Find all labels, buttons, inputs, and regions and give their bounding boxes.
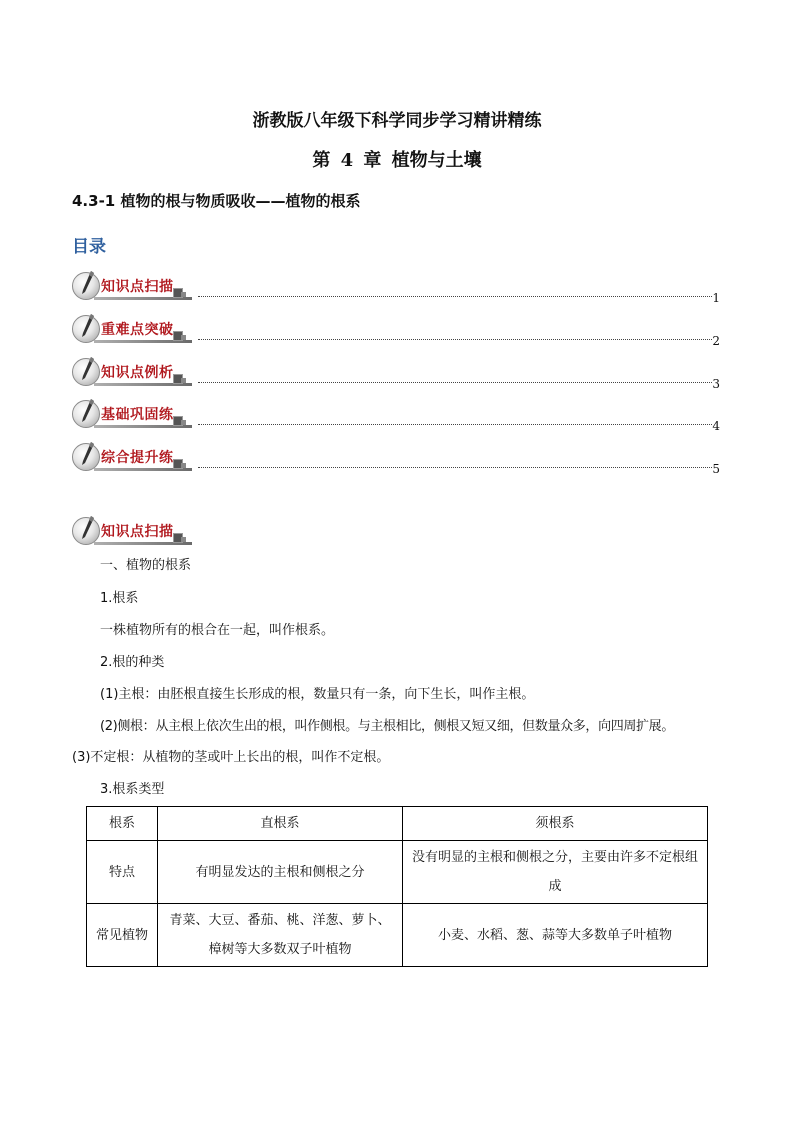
- paragraph: (1)主根：由胚根直接生长形成的根，数量只有一条，向下生长，叫作主根。: [100, 687, 535, 702]
- toc-page-number: 5: [712, 462, 720, 476]
- toc-item-label: 知识点扫描: [101, 279, 174, 295]
- section-badge: [70, 356, 200, 390]
- toc-page-number: 4: [712, 419, 720, 433]
- toc-item[interactable]: [70, 441, 720, 477]
- pen-icon: [79, 313, 95, 339]
- toc-page-number: 1: [712, 291, 720, 305]
- pen-icon: [79, 398, 95, 424]
- toc-item[interactable]: [70, 270, 720, 306]
- table-cell: 有明显发达的主根和侧根之分: [158, 841, 403, 904]
- table-row: [87, 904, 708, 967]
- table-cell: 青菜、大豆、番茄、桃、洋葱、萝卜、樟树等大多数双子叶植物: [158, 904, 403, 967]
- section-badge: [70, 515, 200, 549]
- pen-icon: [79, 356, 95, 382]
- toc-page-number: 2: [712, 334, 720, 348]
- toc-item-label: 知识点例析: [101, 365, 174, 381]
- toc-leader-dots: [198, 382, 712, 383]
- table-header-cell: 须根系: [403, 807, 708, 841]
- pen-icon: [79, 270, 95, 296]
- root-types-table: [86, 806, 708, 967]
- toc-heading: 目录: [72, 237, 106, 257]
- toc-item[interactable]: [70, 398, 720, 434]
- table-header-row: [87, 807, 708, 841]
- subheading-root-types: 2.根的种类: [100, 655, 165, 670]
- paragraph: 一株植物所有的根合在一起，叫作根系。: [100, 623, 335, 638]
- pen-icon: [79, 515, 95, 541]
- badge-square-icon: [181, 292, 186, 297]
- toc-leader-dots: [198, 339, 712, 340]
- badge-square-icon: [181, 537, 186, 542]
- table-cell: 特点: [87, 841, 158, 904]
- paragraph: (3)不定根：从植物的茎或叶上长出的根，叫作不定根。: [72, 750, 390, 765]
- subheading-root-system-types: 3.根系类型: [100, 782, 165, 797]
- section-badge: [70, 270, 200, 304]
- table-row: [87, 841, 708, 904]
- toc-item-label: 综合提升练: [101, 450, 174, 466]
- section-badge: [70, 441, 200, 475]
- badge-square-icon: [181, 463, 186, 468]
- toc-item[interactable]: [70, 313, 720, 349]
- toc-item[interactable]: [70, 356, 720, 392]
- paragraph: (2)侧根：从主根上依次生出的根，叫作侧根。与主根相比，侧根又短又细，但数量众多，向四周扩展。: [100, 719, 674, 734]
- toc-page-number: 3: [712, 377, 720, 391]
- document-title: 浙教版八年级下科学同步学习精讲精练: [252, 111, 542, 131]
- table-header-cell: 根系: [87, 807, 158, 841]
- section-badge: [70, 398, 200, 432]
- table-cell: 常见植物: [87, 904, 158, 967]
- toc-leader-dots: [198, 467, 712, 468]
- toc-leader-dots: [198, 424, 712, 425]
- table-cell: 小麦、水稻、葱、蒜等大多数单子叶植物: [403, 904, 708, 967]
- toc-item-label: 重难点突破: [101, 322, 174, 338]
- toc-leader-dots: [198, 296, 712, 297]
- badge-square-icon: [181, 335, 186, 340]
- badge-square-icon: [181, 420, 186, 425]
- subheading-root-system: 1.根系: [100, 591, 139, 606]
- table-header-cell: 直根系: [158, 807, 403, 841]
- toc-item-label: 基础巩固练: [101, 407, 174, 423]
- table-cell: 没有明显的主根和侧根之分，主要由许多不定根组成: [403, 841, 708, 904]
- pen-icon: [79, 441, 95, 467]
- section-badge-label: 知识点扫描: [101, 524, 174, 540]
- section-title: 4.3-1 植物的根与物质吸收——植物的根系: [72, 192, 361, 210]
- chapter-title: 第 4 章 植物与土壤: [312, 150, 482, 171]
- section-header: [70, 515, 210, 551]
- section-badge: [70, 313, 200, 347]
- badge-square-icon: [181, 378, 186, 383]
- heading-root-systems: 一、植物的根系: [100, 558, 192, 573]
